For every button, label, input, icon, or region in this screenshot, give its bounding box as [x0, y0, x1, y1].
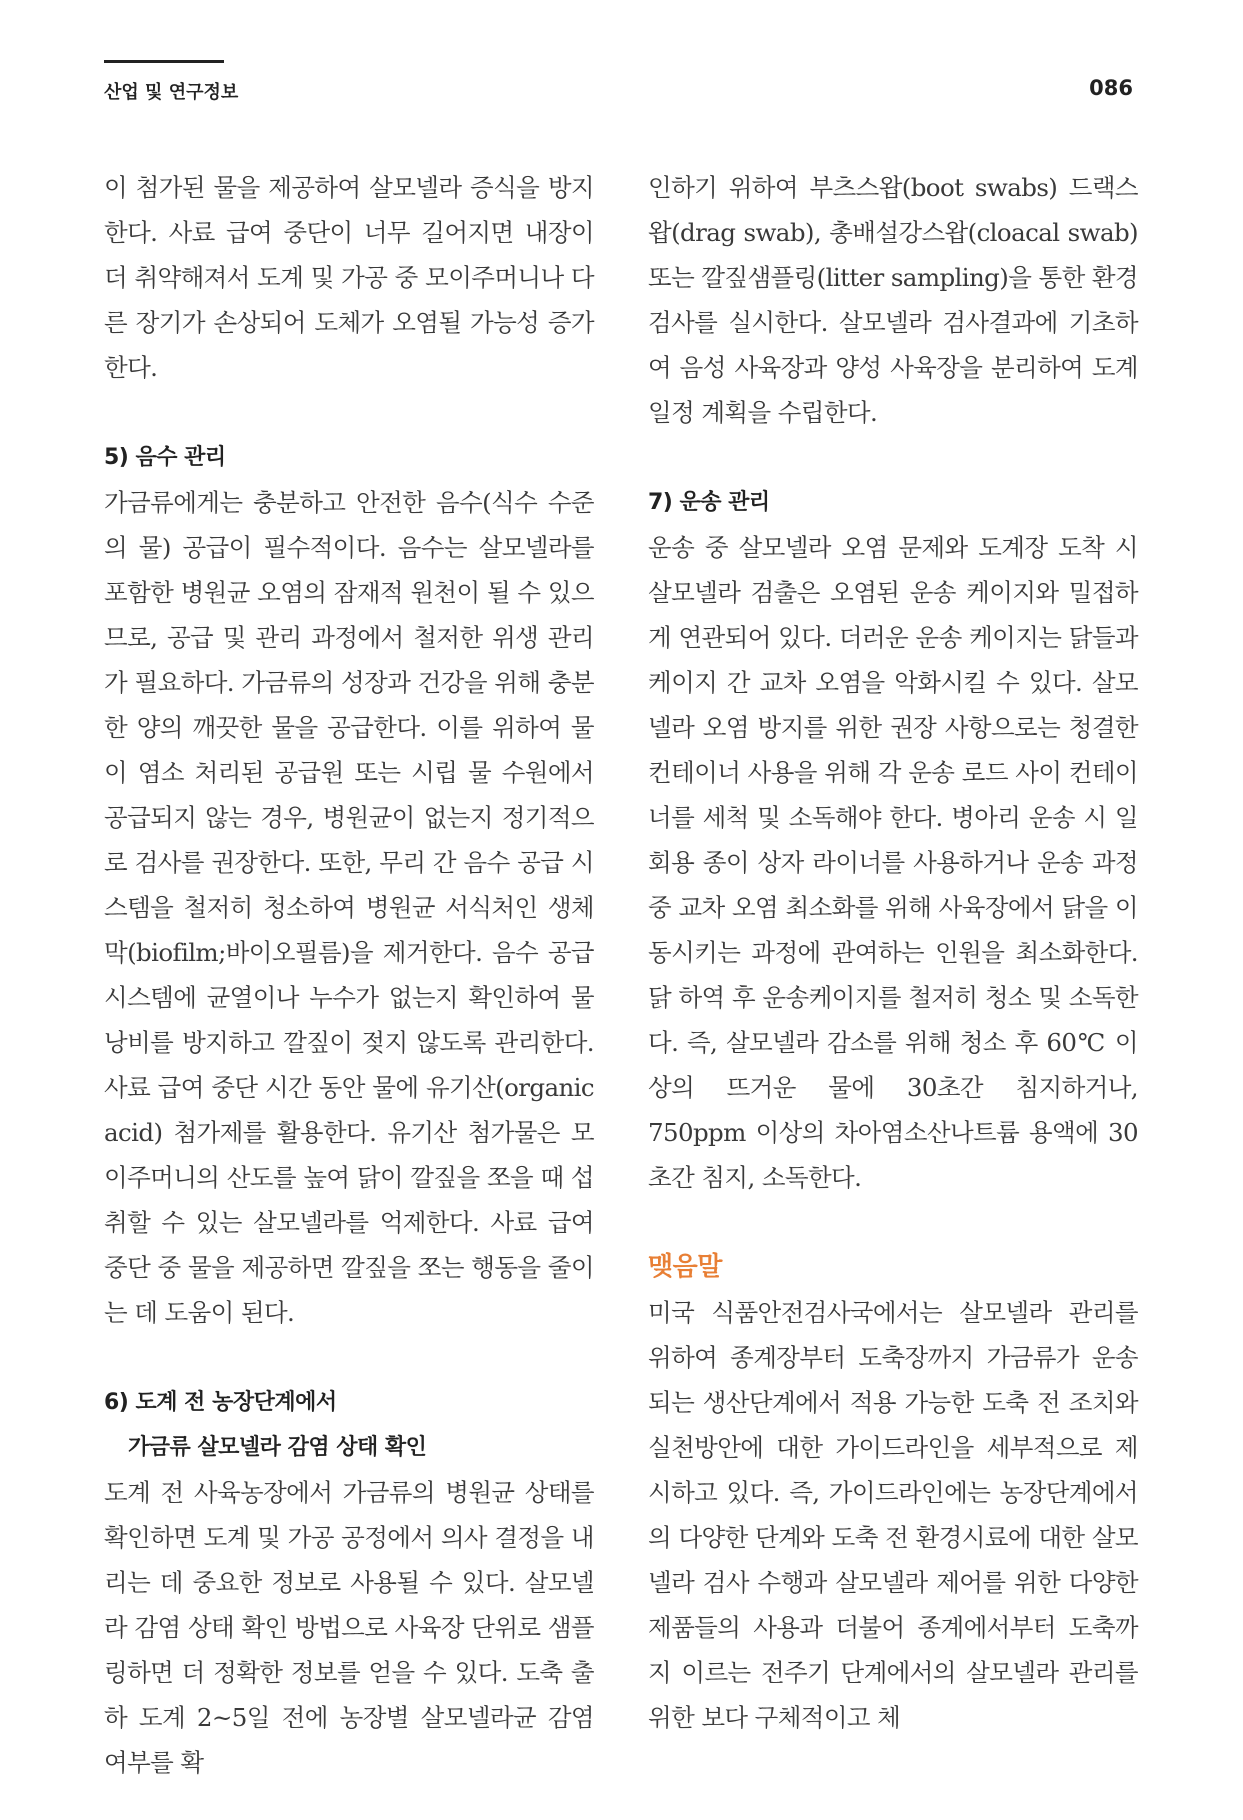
- section-heading-transport: 7) 운송 관리: [648, 490, 770, 515]
- section-heading-farm-stage: 6) 도계 전 농장단계에서: [104, 1390, 337, 1415]
- section-label: 산업 및 연구정보: [104, 82, 239, 103]
- spacer: [104, 390, 594, 435]
- paragraph: 운송 중 살모넬라 오염 문제와 도계장 도착 시 살모넬라 검출은 오염된 운송 케이지와 밀접하게 연관되어 있다. 더러운 운송 케이지는 닭들과 케이지 간 교차 오염을 악화시킬 수 있다. 살모넬라 오염 방지를 위한 권장 사항으로는 청결한 컨테이너 사용을 위해 각 운송 로드 사이 컨테이너를 세척 및 소독해야 한다. 병아리 운송 시 일회용 종이 상자 라이너를 사용하거나 운송 과정 중 교차 오염 최소화를 위해 사육장에서 닭을 이동시키는 과정에 관여하는 인원을 최소화한다. 닭 하역 후 운송케이지를 철저히 청소 및 소독한다. 즉, 살모넬라 감소를 위해 청소 후 60℃ 이상의 뜨거운 물에 30초간 침지하거나, 750ppm 이상의 차아염소산나트륨 용액에 30초간 침지, 소독한다.: [648, 533, 1138, 1192]
- paragraph: 인하기 위하여 부츠스왑(boot swabs) 드랙스왑(drag swab), 총배설강스왑(cloacal swab) 또는 깔짚샘플링(litter sampling)을 통한 환경검사를 실시한다. 살모넬라 검사결과에 기초하여 음성 사육장과 양성 사육장을 분리하여 도계 일정 계획을 수립한다.: [648, 173, 1138, 427]
- section-heading-water: 5) 음수 관리: [104, 445, 226, 470]
- right-column: [648, 165, 1138, 1740]
- spacer: [104, 1335, 594, 1380]
- paragraph: 가금류에게는 충분하고 안전한 음수(식수 수준의 물) 공급이 필수적이다. 음수는 살모넬라를 포함한 병원균 오염의 잠재적 원천이 될 수 있으므로, 공급 및 관리 과정에서 철저한 위생 관리가 필요하다. 가금류의 성장과 건강을 위해 충분한 양의 깨끗한 물을 공급한다. 이를 위하여 물이 염소 처리된 공급원 또는 시립 물 수원에서 공급되지 않는 경우, 병원균이 없는지 정기적으로 검사를 권장한다. 또한, 무리 간 음수 공급 시스템을 철저히 청소하여 병원균 서식처인 생체막(biofilm;바이오필름)을 제거한다. 음수 공급 시스템에 균열이나 누수가 없는지 확인하여 물 낭비를 방지하고 깔짚이 젖지 않도록 관리한다. 사료 급여 중단 시간 동안 물에 유기산(organic acid) 첨가제를 활용한다. 유기산 첨가물은 모이주머니의 산도를 높여 닭이 깔짚을 쪼을 때 섭취할 수 있는 살모넬라를 억제한다. 사료 급여 중단 중 물을 제공하면 깔짚을 쪼는 행동을 줄이는 데 도움이 된다.: [104, 488, 594, 1327]
- paragraph: 이 첨가된 물을 제공하여 살모넬라 증식을 방지한다. 사료 급여 중단이 너무 길어지면 내장이 더 취약해져서 도계 및 가공 중 모이주머니나 다른 장기가 손상되어 도체가 오염될 가능성 증가한다.: [104, 173, 594, 382]
- conclusion-heading: 맺음말: [648, 1252, 722, 1282]
- spacer: [648, 435, 1138, 480]
- spacer: [648, 1200, 1138, 1245]
- paragraph: 도계 전 사육농장에서 가금류의 병원균 상태를 확인하면 도계 및 가공 공정에서 의사 결정을 내리는 데 중요한 정보로 사용될 수 있다. 살모넬라 감염 상태 확인 방법으로 사육장 단위로 샘플링하면 더 정확한 정보를 얻을 수 있다. 도축 출하 도계 2~5일 전에 농장별 살모넬라균 감염 여부를 확: [104, 1478, 594, 1777]
- page-number: 086: [1089, 76, 1133, 100]
- section-heading-farm-stage-sub: 가금류 살모넬라 감염 상태 확인: [128, 1435, 427, 1460]
- paragraph: 미국 식품안전검사국에서는 살모넬라 관리를 위하여 종계장부터 도축장까지 가금류가 운송되는 생산단계에서 적용 가능한 도축 전 조치와 실천방안에 대한 가이드라인을 세부적으로 제시하고 있다. 즉, 가이드라인에는 농장단계에서의 다양한 단계와 도축 전 환경시료에 대한 살모넬라 검사 수행과 살모넬라 제어를 위한 다양한 제품들의 사용과 더불어 종계에서부터 도축까지 이르는 전주기 단계에서의 살모넬라 관리를 위한 보다 구체적이고 체: [648, 1298, 1138, 1732]
- left-column: [104, 165, 594, 1785]
- header-rule: [104, 60, 224, 63]
